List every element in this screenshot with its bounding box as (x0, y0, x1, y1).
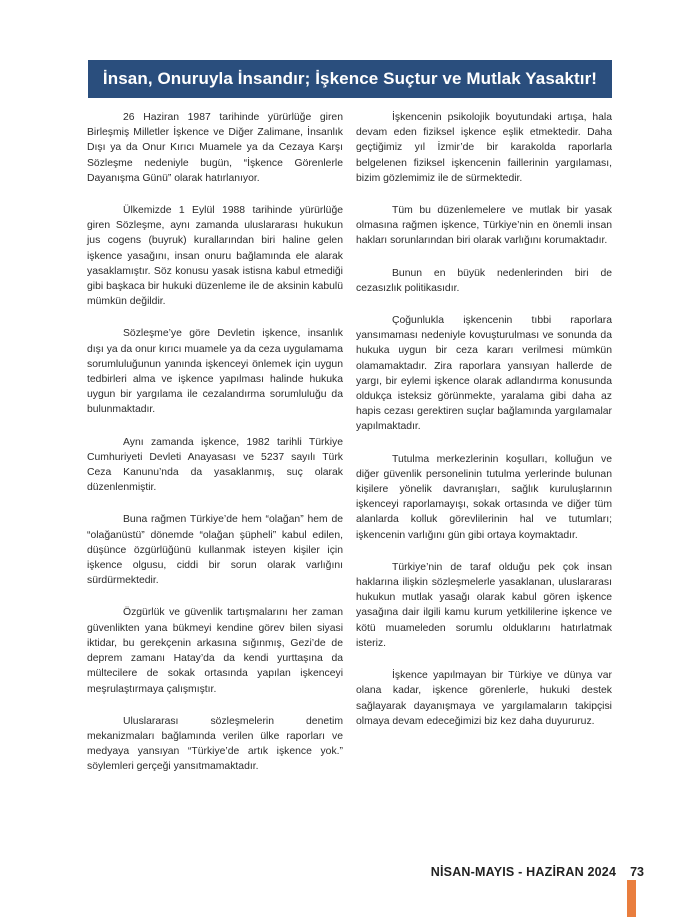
left-column (87, 110, 343, 792)
paragraph: İşkencenin psikolojik boyutundaki artışa, hala devam eden fiziksel işkence eşlik etmektedir. Daha geçtiğimiz yıl İzmir’de bir karakolda raporlarla belgelenen fiziksel işkencenin faillerinin yargılaması, bizim gözlemimiz ile de sürmektedir. (356, 112, 612, 184)
paragraph: Ülkemizde 1 Eylül 1988 tarihinde yürürlüğe giren Sözleşme, aynı zamanda uluslararası hukukun jus cogens (buyruk) kurallarından biri haline gelen işkence yasağını, insan onuru bağlamında ele alarak yasaklamıştır. Söz konusu yasak istisna kabul etmediği gibi başkaca bir hukuki düzenleme ile de aksinin kabulü mümkün değildir. (87, 205, 343, 308)
paragraph: Aynı zamanda işkence, 1982 tarihli Türkiye Cumhuriyeti Devleti Anayasası ve 5237 sayılı Türk Ceza Kanunu’nda da yasaklanmış, suç olarak düzenlenmiştir. (87, 436, 343, 494)
page-number: 73 (630, 865, 644, 879)
article-title-banner (88, 60, 612, 98)
page-accent-bar (627, 880, 636, 917)
paragraph: Uluslararası sözleşmelerin denetim mekanizmaları bağlamında verilen ülke raporları ve medyaya yansıyan “Türkiye’de artık işkence yok.” söylemleri gerçeği yansıtmamaktadır. (87, 715, 343, 773)
paragraph: 26 Haziran 1987 tarihinde yürürlüğe giren Birleşmiş Milletler İşkence ve Diğer Zalimane, İnsanlık Dışı ya da Onur Kırıcı Muamele ya da Cezaya Karşı Sözleşme nedeniyle bugün, “İşkence Görenlerle Dayanışma Günü” olarak hatırlanıyor. (87, 112, 343, 184)
paragraph: Bunun en büyük nedenlerinden biri de cezasızlık politikasıdır. (356, 267, 612, 294)
paragraph: Çoğunlukla işkencenin tıbbi raporlara yansımaması nedeniyle kovuşturulması ve sonunda da hukuka uygun bir ceza kararı verilmesi mümkün olamamaktadır. Zira raporlara yansıyan hallerde de yargı, bir eylemi işkence olarak adlandırma konusunda oldukça isteksiz görünmekte, yaralama gibi daha az hapis cezası gerektiren suçlar bağlamında yargılamalar yapılmaktadır. (356, 315, 612, 433)
paragraph: Tüm bu düzenlemelere ve mutlak bir yasak olmasına rağmen işkence, Türkiye’nin en önemli insan hakları sorunlarından biri olarak varlığını korumaktadır. (356, 205, 612, 247)
paragraph: Tutulma merkezlerinin koşulları, kolluğun ve diğer güvenlik personelinin tutulma yerlerinde bulunan kişilere yönelik davranışları, sağlık kuruluşlarının işkenceyi raporlamayışı, sokak ortasında ve diğer tüm alanlarda kolluk görevlilerinin hal ve tutumları; işkencenin varlığını gün gibi ortaya koymaktadır. (356, 453, 612, 541)
paragraph: Özgürlük ve güvenlik tartışmalarını her zaman güvenlikten yana bükmeyi kendine görev bilen siyasi iktidar, bu gerekçenin arkasına sığınmış, Gezi’de de deprem zamanı Hatay’da da kendi yurttaşına da mültecilere de sokak ortasında yapılan işkenceyi meşrulaştırmaya çalışmıştır. (87, 607, 343, 695)
page-footer (400, 864, 644, 880)
paragraph: Sözleşme’ye göre Devletin işkence, insanlık dışı ya da onur kırıcı muamele ya da ceza uygulamama sorumluluğunun yanında işkenceyi önlemek için uygun tedbirleri alma ve işkence yapılması halinde hukuka uygun bir yargılama ile cezalandırma sorumluluğu da bulunmaktadır. (87, 328, 343, 416)
paragraph: Buna rağmen Türkiye’de hem “olağan” hem de “olağanüstü” dönemde “olağan şüpheli” kabul edilen, düşünce özgürlüğünü kullanmak isteyen kişiler için işkence olgusu, ciddi bir sorun olarak varlığını sürdürmektedir. (87, 514, 343, 587)
article-title: İnsan, Onuruyla İnsandır; İşkence Suçtur ve Mutlak Yasaktır! (102, 69, 598, 88)
paragraph: İşkence yapılmayan bir Türkiye ve dünya var olana kadar, işkence görenlerle, hukuki destek sağlayarak dayanışmaya ve yargılamaların takipçisi olmaya devam edeceğimizi biz kez daha duyururuz. (356, 670, 612, 727)
issue-label: NİSAN-MAYIS - HAZİRAN 2024 (430, 865, 617, 879)
right-column (356, 110, 612, 746)
paragraph: Türkiye’nin de taraf olduğu pek çok insan haklarına ilişkin sözleşmelerle yasaklanan, uluslararası hukukun mutlak yasağı olarak kabul gören işkence yasağına dair ilgili kamu kurum yetkililerine işkence ve kötü muameleden sorumlu olduklarını hatırlatmak isteriz. (356, 561, 612, 649)
